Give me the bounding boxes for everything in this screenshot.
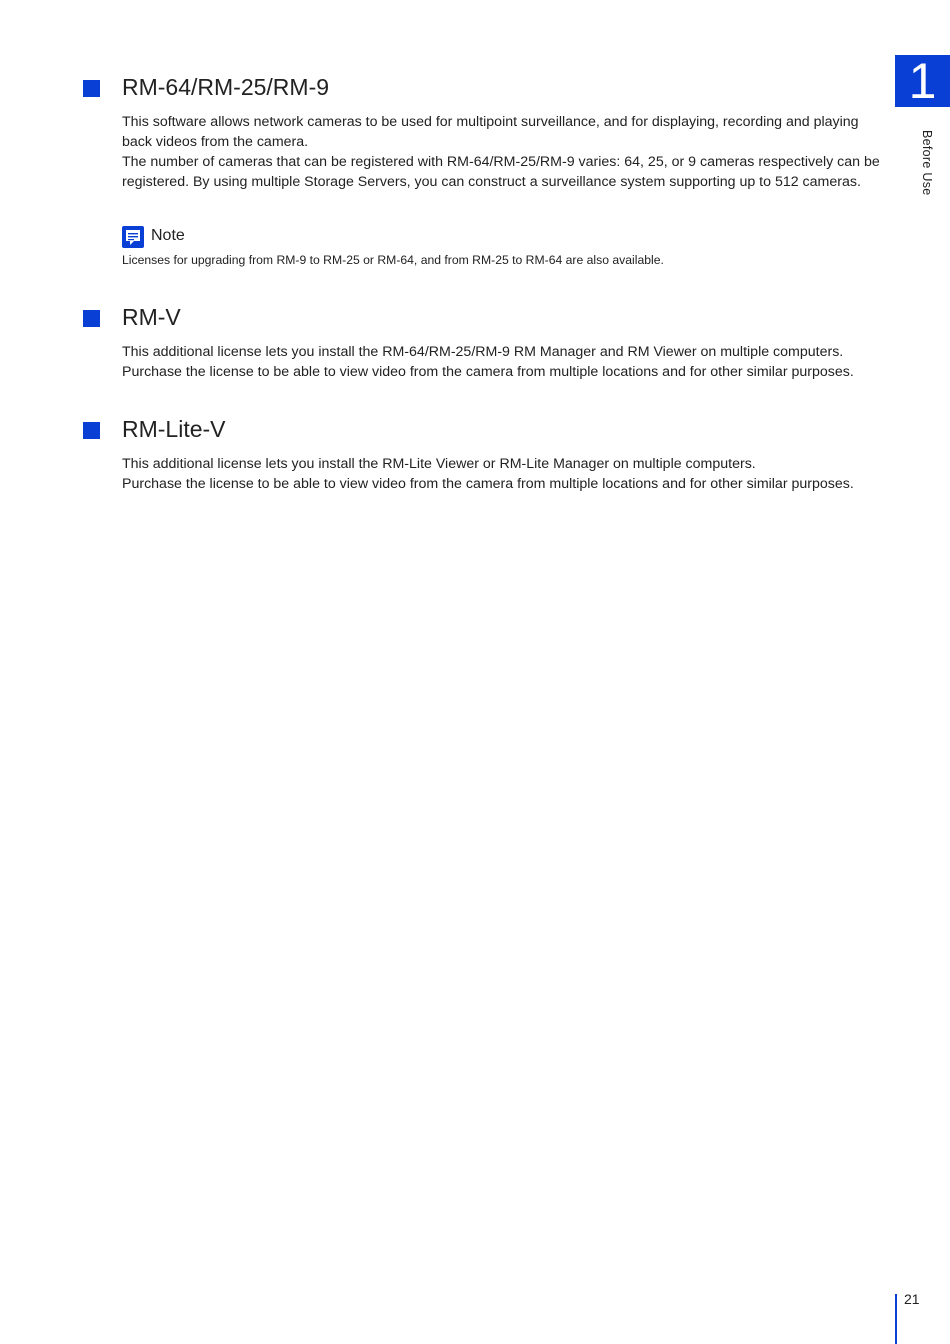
- paragraph: This software allows network cameras to be used for multipoint surveillance, and for displaying, recording and playing back videos from the camera.: [122, 114, 859, 150]
- paragraph: This additional license lets you install the RM-Lite Viewer or RM-Lite Manager on multiple computers.: [122, 456, 756, 472]
- section-body-rm64: [122, 112, 882, 192]
- section-heading-rm-lite-v: RM-Lite-V: [122, 416, 226, 442]
- note-text: Licenses for upgrading from RM-9 to RM-25 or RM-64, and from RM-25 to RM-64 are also available.: [122, 253, 664, 267]
- section-heading-rm64: RM-64/RM-25/RM-9: [122, 74, 330, 100]
- chapter-number: 1: [908, 53, 937, 109]
- section-heading-rm-v: RM-V: [122, 304, 181, 330]
- page-rule: [895, 1294, 897, 1344]
- note-label: Note: [151, 227, 185, 244]
- paragraph: The number of cameras that can be registered with RM-64/RM-25/RM-9 varies: 64, 25, or 9 cameras respectively can be registered. By using multiple Storage Servers, you can construct a surveillance system supporting up to 512 cameras.: [122, 154, 880, 190]
- chapter-tab: [895, 55, 950, 107]
- square-bullet-icon: [83, 80, 100, 97]
- square-bullet-icon: [83, 310, 100, 327]
- paragraph: This additional license lets you install the RM-64/RM-25/RM-9 RM Manager and RM Viewer on multiple computers.: [122, 344, 844, 360]
- paragraph: Purchase the license to be able to view video from the camera from multiple locations and for other similar purposes.: [122, 476, 854, 492]
- note-icon: [122, 226, 144, 248]
- paragraph: Purchase the license to be able to view video from the camera from multiple locations and for other similar purposes.: [122, 364, 854, 380]
- section-body-rm-v: [122, 342, 892, 382]
- page-number: 21: [904, 1291, 920, 1307]
- chapter-label: Before Use: [920, 130, 934, 196]
- square-bullet-icon: [83, 422, 100, 439]
- section-body-rm-lite-v: [122, 454, 892, 494]
